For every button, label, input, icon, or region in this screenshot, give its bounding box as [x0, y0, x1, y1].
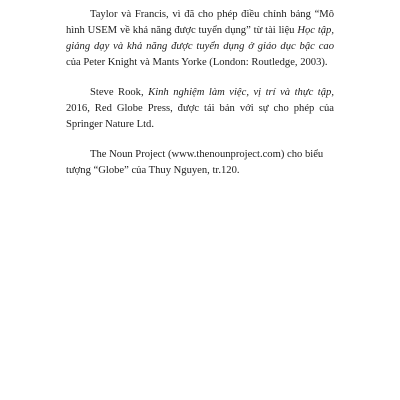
credit-paragraph-noun-project — [66, 147, 334, 179]
credit-book-title: Học tập, giảng dạy và khả năng được tuyển dụng ở giáo dục bậc cao — [66, 25, 335, 52]
acknowledgements-text — [66, 7, 334, 193]
credit-paragraph-steve-rook — [66, 85, 334, 133]
credit-text: Taylor và Francis, vì đã cho phép điều chỉnh bảng “Mô hình USEM về khả năng được tuyển dụng” từ tài liệu — [66, 9, 334, 36]
credit-text: The Noun Project (www.thenounproject.com) cho biểu tượng “Globe” của Thuy Nguyen, tr.120. — [66, 149, 324, 176]
credit-text: Steve Rook, — [90, 87, 149, 98]
credit-text: , 2016, Red Globe Press, được tái bản với sự cho phép của Springer Nature Ltd. — [66, 87, 334, 130]
credit-text: của Peter Knight và Mants Yorke (London: Routledge, 2003). — [66, 57, 328, 68]
credit-paragraph-taylor-francis — [66, 7, 334, 71]
credit-book-title: Kinh nghiệm làm việc, vị trí và thực tập — [148, 87, 332, 98]
